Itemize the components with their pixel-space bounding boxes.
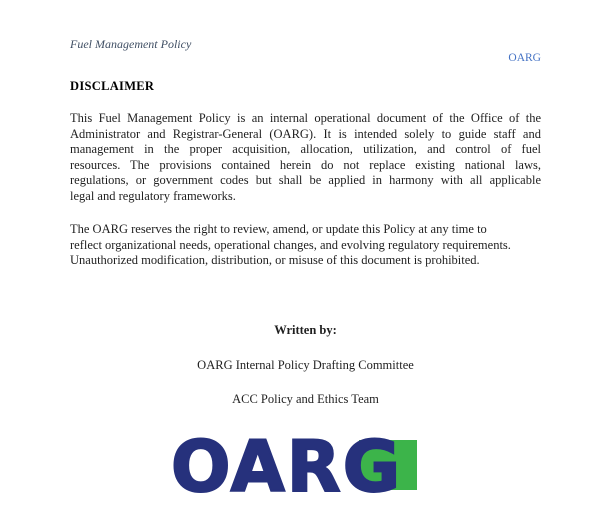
byline-section xyxy=(70,323,541,406)
paragraph-line: Unauthorized modification, distribution, or misuse of this document is prohibited. xyxy=(70,253,480,267)
paragraph-line: reflect organizational needs, operational changes, and evolving regulatory requirements. xyxy=(70,237,511,252)
paragraph-line: The OARG reserves the right to review, amend, or update this Policy at any time to xyxy=(70,222,487,236)
paragraph-line: legal and regulatory frameworks. xyxy=(70,188,236,203)
paragraph-line: management in the proper acquisition, allocation, utilization, and control of fuel xyxy=(70,142,541,156)
paragraph-line: Administrator and Registrar-General (OARG). It is intended solely to guide staff and xyxy=(70,126,541,141)
logo-wordmark: OARG xyxy=(171,426,403,508)
paragraph-line: This Fuel Management Policy is an internal operational document of the Office of the xyxy=(70,111,541,125)
author-drafting-committee: OARG Internal Policy Drafting Committee xyxy=(197,357,414,372)
running-header-title: Fuel Management Policy xyxy=(70,37,192,51)
paragraph-line: resources. The provisions contained herein do not replace existing national laws, xyxy=(70,157,541,172)
running-header-org: OARG xyxy=(508,52,541,64)
author-ethics-team: ACC Policy and Ethics Team xyxy=(232,391,379,406)
paragraph-line: regulations, or government codes but shall be applied in harmony with all applicable xyxy=(70,173,541,187)
disclaimer-paragraph-1 xyxy=(70,111,541,204)
oarg-logo xyxy=(171,426,403,508)
disclaimer-paragraph-2 xyxy=(70,222,541,269)
disclaimer-heading: DISCLAIMER xyxy=(70,79,155,93)
written-by-label: Written by: xyxy=(274,322,337,337)
